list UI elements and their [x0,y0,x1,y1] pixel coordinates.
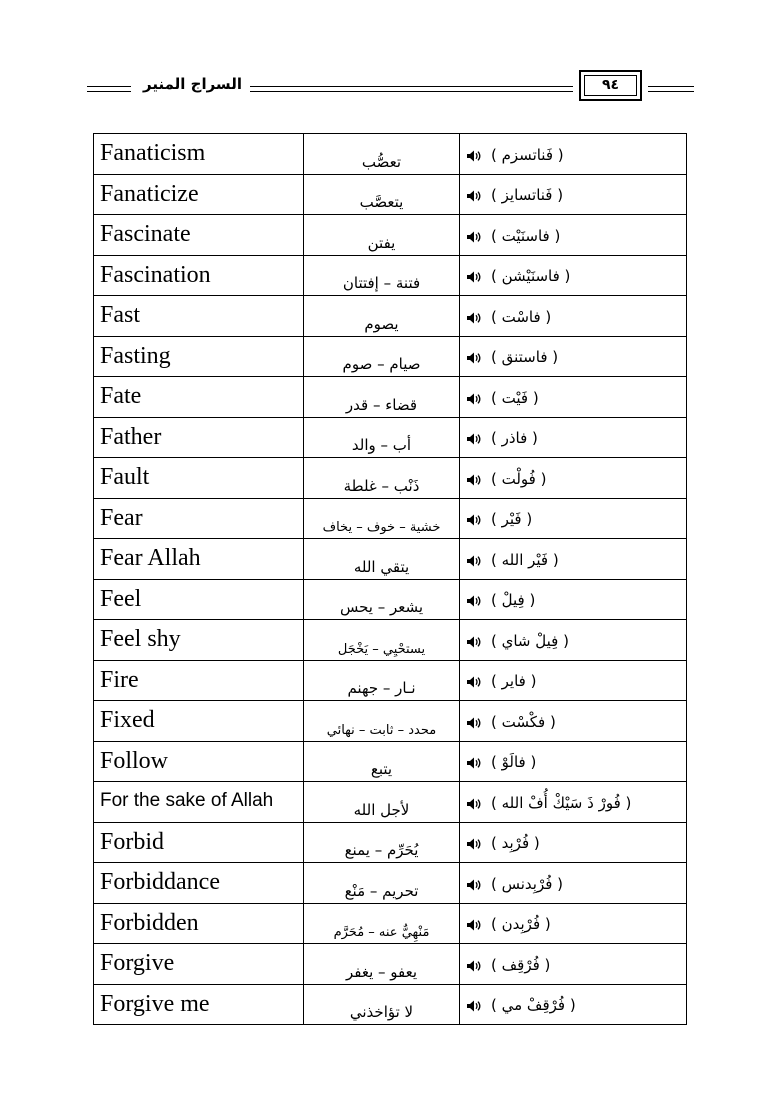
pronunciation-text: ( فَيْت ) [491,388,539,407]
speaker-icon[interactable] [466,593,483,607]
pronunciation-cell [460,782,687,823]
table-row [94,944,687,985]
header-rule [87,91,131,92]
speaker-icon[interactable] [466,674,483,688]
pronunciation-cell [460,417,687,458]
header-rule [250,86,573,87]
speaker-icon[interactable] [466,269,483,283]
pronunciation-cell [460,255,687,296]
pronunciation-text: ( فُرْقِف ) [491,955,551,974]
english-term: Forgive me [94,984,304,1025]
english-term: Fixed [94,701,304,742]
english-term: Feel [94,579,304,620]
pronunciation-cell [460,822,687,863]
pronunciation-cell [460,174,687,215]
english-term: Fanaticize [94,174,304,215]
table-row [94,458,687,499]
pronunciation-text: ( فُورْ ذَ سَيْكْ أُفْ الله ) [491,793,632,812]
pronunciation-text: ( فكْسْت ) [491,712,556,731]
english-term: Forbidden [94,903,304,944]
table-row [94,215,687,256]
arabic-translation: يفتن [304,215,460,256]
english-term: Fascinate [94,215,304,256]
page-number: ٩٤ [584,75,637,96]
pronunciation-cell [460,903,687,944]
speaker-icon[interactable] [466,917,483,931]
english-term: Fire [94,660,304,701]
table-row [94,134,687,175]
table-row [94,296,687,337]
table-row [94,782,687,823]
vocabulary-table-body [94,134,687,1025]
english-term: Fast [94,296,304,337]
arabic-translation: يُحَرِّم – يمنع [304,822,460,863]
pronunciation-text: ( فُرْقِفْ مي ) [491,996,576,1014]
arabic-translation: لا تؤاخذني [304,984,460,1025]
speaker-icon[interactable] [466,836,483,850]
pronunciation-text: ( فِيلْ شاي ) [491,631,569,650]
pronunciation-cell [460,458,687,499]
table-row [94,498,687,539]
arabic-translation: فتنة – إفتتان [304,255,460,296]
pronunciation-text: ( فاير ) [491,672,537,690]
table-row [94,539,687,580]
pronunciation-text: ( فاستنق ) [491,348,559,366]
table-row [94,660,687,701]
speaker-icon[interactable] [466,715,483,729]
pronunciation-text: ( فَناتسايز ) [491,186,564,204]
pronunciation-text: ( فَيْر الله ) [491,550,559,569]
pronunciation-text: ( فِيلْ ) [491,591,536,609]
arabic-translation: محدد – ثابت – نهائي [304,701,460,742]
pronunciation-cell [460,215,687,256]
table-row [94,822,687,863]
pronunciation-text: ( فاسنَيْشن ) [491,267,571,285]
speaker-icon[interactable] [466,512,483,526]
arabic-translation: تعصُّب [304,134,460,175]
pronunciation-cell [460,863,687,904]
arabic-translation: يستحْيِي – يَخْجَل [304,620,460,661]
english-term: Fascination [94,255,304,296]
arabic-translation: مَنْهِيٌّ عنه – مُحَرَّم [304,903,460,944]
pronunciation-cell [460,620,687,661]
speaker-icon[interactable] [466,634,483,648]
pronunciation-text: ( فالَوْ ) [491,753,537,771]
header-rule [250,91,573,92]
arabic-translation: لأجل الله [304,782,460,823]
arabic-translation: ذَنْب – غلطة [304,458,460,499]
pronunciation-cell [460,944,687,985]
speaker-icon[interactable] [466,148,483,162]
speaker-icon[interactable] [466,472,483,486]
header-rule [87,86,131,87]
pronunciation-cell [460,984,687,1025]
speaker-icon[interactable] [466,229,483,243]
arabic-translation: تحريم – مَنْع [304,863,460,904]
english-term: Fear [94,498,304,539]
arabic-translation: يعفو – يغفر [304,944,460,985]
pronunciation-text: ( فَناتسزم ) [491,145,564,164]
arabic-translation: صيام – صوم [304,336,460,377]
speaker-icon[interactable] [466,998,483,1012]
table-row [94,336,687,377]
pronunciation-text: ( فاذر ) [491,429,538,447]
english-term: Fate [94,377,304,418]
pronunciation-text: ( فُولْت ) [491,469,547,488]
pronunciation-cell [460,134,687,175]
table-row [94,255,687,296]
english-term: Forbiddance [94,863,304,904]
english-term: Feel shy [94,620,304,661]
pronunciation-text: ( فُرْبِد ) [491,834,540,852]
arabic-translation: يتقي الله [304,539,460,580]
english-term: For the sake of Allah [94,782,304,823]
speaker-icon[interactable] [466,877,483,891]
pronunciation-text: ( فُرْبِدن ) [491,915,551,933]
table-row [94,377,687,418]
pronunciation-cell [460,336,687,377]
table-row [94,984,687,1025]
english-term: Fasting [94,336,304,377]
speaker-icon[interactable] [466,553,483,567]
pronunciation-text: ( فاسْت ) [491,307,552,326]
table-row [94,863,687,904]
pronunciation-text: ( فُرْبِدنس ) [491,874,564,893]
table-row [94,701,687,742]
arabic-translation: يصوم [304,296,460,337]
pronunciation-text: ( فاسنَيْت ) [491,226,561,245]
arabic-translation: أب – والد [304,417,460,458]
pronunciation-cell [460,539,687,580]
header-rule [648,86,694,87]
speaker-icon[interactable] [466,958,483,972]
speaker-icon[interactable] [466,310,483,324]
arabic-translation: يتبع [304,741,460,782]
speaker-icon[interactable] [466,796,483,810]
english-term: Forbid [94,822,304,863]
speaker-icon[interactable] [466,431,483,445]
table-row [94,903,687,944]
english-term: Fault [94,458,304,499]
arabic-translation: قضاء – قدر [304,377,460,418]
speaker-icon[interactable] [466,755,483,769]
english-term: Fanaticism [94,134,304,175]
pronunciation-text: ( فَيْر ) [491,510,533,528]
pronunciation-cell [460,741,687,782]
pronunciation-cell [460,660,687,701]
pronunciation-cell [460,498,687,539]
english-term: Father [94,417,304,458]
pronunciation-cell [460,579,687,620]
page-number-box [579,70,642,101]
pronunciation-cell [460,296,687,337]
vocabulary-table [93,133,687,1025]
arabic-translation: نـار – جهنم [304,660,460,701]
arabic-translation: يتعصَّب [304,174,460,215]
english-term: Follow [94,741,304,782]
speaker-icon[interactable] [466,188,483,202]
book-title: السراج المنير [143,75,242,93]
english-term: Fear Allah [94,539,304,580]
arabic-translation: خشية – خوف – يخاف [304,498,460,539]
table-row [94,741,687,782]
english-term: Forgive [94,944,304,985]
table-row [94,174,687,215]
pronunciation-cell [460,377,687,418]
speaker-icon[interactable] [466,391,483,405]
table-row [94,579,687,620]
header-rule [648,91,694,92]
arabic-translation: يشعر – يحس [304,579,460,620]
table-row [94,417,687,458]
speaker-icon[interactable] [466,350,483,364]
table-row [94,620,687,661]
pronunciation-cell [460,701,687,742]
